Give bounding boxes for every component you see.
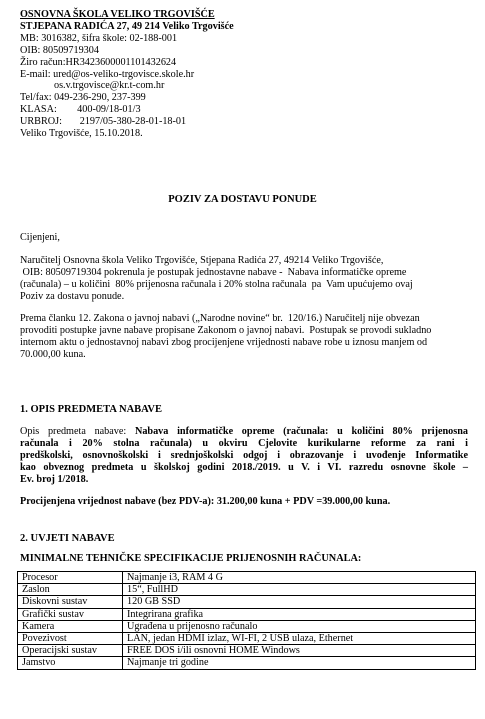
email-line: E-mail: ured@os-veliko-trgovisce.skole.hr <box>20 68 195 80</box>
spec-value: Najmanje i3, RAM 4 G <box>123 572 476 584</box>
school-address: STJEPANA RADIĆA 27, 49 214 Veliko Trgovišće <box>20 20 234 32</box>
law-line: 70.000,00 kuna. <box>20 348 86 360</box>
ziro-line: Žiro račun:HR3423600001101432624 <box>20 56 177 68</box>
law-line: Prema članku 12. Zakona o javnoj nabavi („Narodne novine“ br. 120/16.) Naručitelj nije obvezan <box>20 313 420 324</box>
table-row <box>18 633 476 645</box>
spec-value: Integrirana grafika <box>123 608 476 620</box>
spec-label: Kamera <box>18 620 123 632</box>
table-row <box>18 657 476 669</box>
intro-line: Naručitelj Osnovna škola Veliko Trgovišće, Stjepana Radića 27, 49214 Veliko Trgovišće, <box>20 255 384 266</box>
letterhead <box>20 9 234 140</box>
spec-label: Jamstvo <box>18 657 123 669</box>
spec-value: 15“, FullHD <box>123 584 476 596</box>
spec-label: Procesor <box>18 572 123 584</box>
table-row <box>18 584 476 596</box>
section-1-body <box>20 426 468 486</box>
table-row <box>18 620 476 632</box>
intro-line: Poziv za dostavu ponude. <box>20 290 125 302</box>
spec-subheading: MINIMALNE TEHNIČKE SPECIFIKACIJE PRIJENOSNIH RAČUNALA: <box>20 553 362 564</box>
description-line <box>20 426 468 438</box>
place-date: Veliko Trgovišće, 15.10.2018. <box>20 128 143 140</box>
estimated-value: Procijenjena vrijednost nabave (bez PDV-a): 31.200,00 kuna + PDV =39.000,00 kuna. <box>20 496 391 507</box>
intro-paragraph <box>20 255 468 303</box>
law-paragraph <box>20 313 468 361</box>
school-name: OSNOVNA ŠKOLA VELIKO TRGOVIŠĆE <box>20 9 215 20</box>
spec-label: Zaslon <box>18 584 123 596</box>
spec-table <box>17 571 476 670</box>
spec-value: Najmanje tri godine <box>123 657 476 669</box>
telfax-line: Tel/fax: 049-236-290, 237-399 <box>20 92 146 104</box>
table-row <box>18 572 476 584</box>
oib-line: OIB: 80509719304 <box>20 44 99 56</box>
mb-line: MB: 3016382, šifra škole: 02-188-001 <box>20 32 178 44</box>
intro-line: (računala) – u količini 80% prijenosna računala i 20% stolna računala pa Vam upućujemo ovaj <box>20 278 413 290</box>
spec-value: LAN, jedan HDMI izlaz, WI-FI, 2 USB ulaza, Ethernet <box>123 633 476 645</box>
klasa-line: KLASA: 400-09/18-01/3 <box>20 104 141 116</box>
spec-value: FREE DOS i/ili osnovni HOME Windows <box>123 645 476 657</box>
law-line: internom aktu o jednostavnoj nabavi zbog procijenjene vrijednosti nabave robe u iznosu manjem od <box>20 336 428 348</box>
intro-line: OIB: 80509719304 pokrenula je postupak jednostavne nabave - Nabava informatičke opreme <box>20 266 407 278</box>
description-line: predškolski, osnovnoškolski i srednjoškolski odgoj i obrazovanje i uvođenje Informatike <box>20 449 468 461</box>
spec-label: Operacijski sustav <box>18 645 123 657</box>
table-row <box>18 608 476 620</box>
section-2-heading: 2. UVJETI NABAVE <box>20 533 115 544</box>
table-row <box>18 645 476 657</box>
description-line: računala i 20% stolna računala) u okviru Cjelovite kurikularne reforme za rani i <box>20 437 468 449</box>
description-line: Ev. broj 1/2018. <box>20 473 89 485</box>
spec-label: Diskovni sustav <box>18 596 123 608</box>
urbroj-line: URBROJ: 2197/05-380-28-01-18-01 <box>20 116 187 128</box>
description-label: Opis predmeta nabave: <box>20 426 135 437</box>
section-1-heading: 1. OPIS PREDMETA NABAVE <box>20 404 162 415</box>
greeting: Cijenjeni, <box>20 232 60 243</box>
document-title: POZIV ZA DOSTAVU PONUDE <box>168 194 317 205</box>
spec-label: Grafički sustav <box>18 608 123 620</box>
description-line: kao obveznog predmeta u školskoj godini 2018./2019. u V. i VI. razredu osnovne škole – <box>20 461 468 473</box>
spec-label: Povezivost <box>18 633 123 645</box>
table-row <box>18 596 476 608</box>
spec-value: Ugrađena u prijenosno računalo <box>123 620 476 632</box>
description-bold: Nabava informatičke opreme (računala: u količini 80% prijenosna <box>134 426 468 437</box>
email-line-2: os.v.trgovisce@kr.t-com.hr <box>54 80 165 92</box>
law-line: provoditi postupke javne nabave propisane Zakonom o javnoj nabavi. Postupak se provodi sukladno <box>20 324 432 336</box>
spec-value: 120 GB SSD <box>123 596 476 608</box>
